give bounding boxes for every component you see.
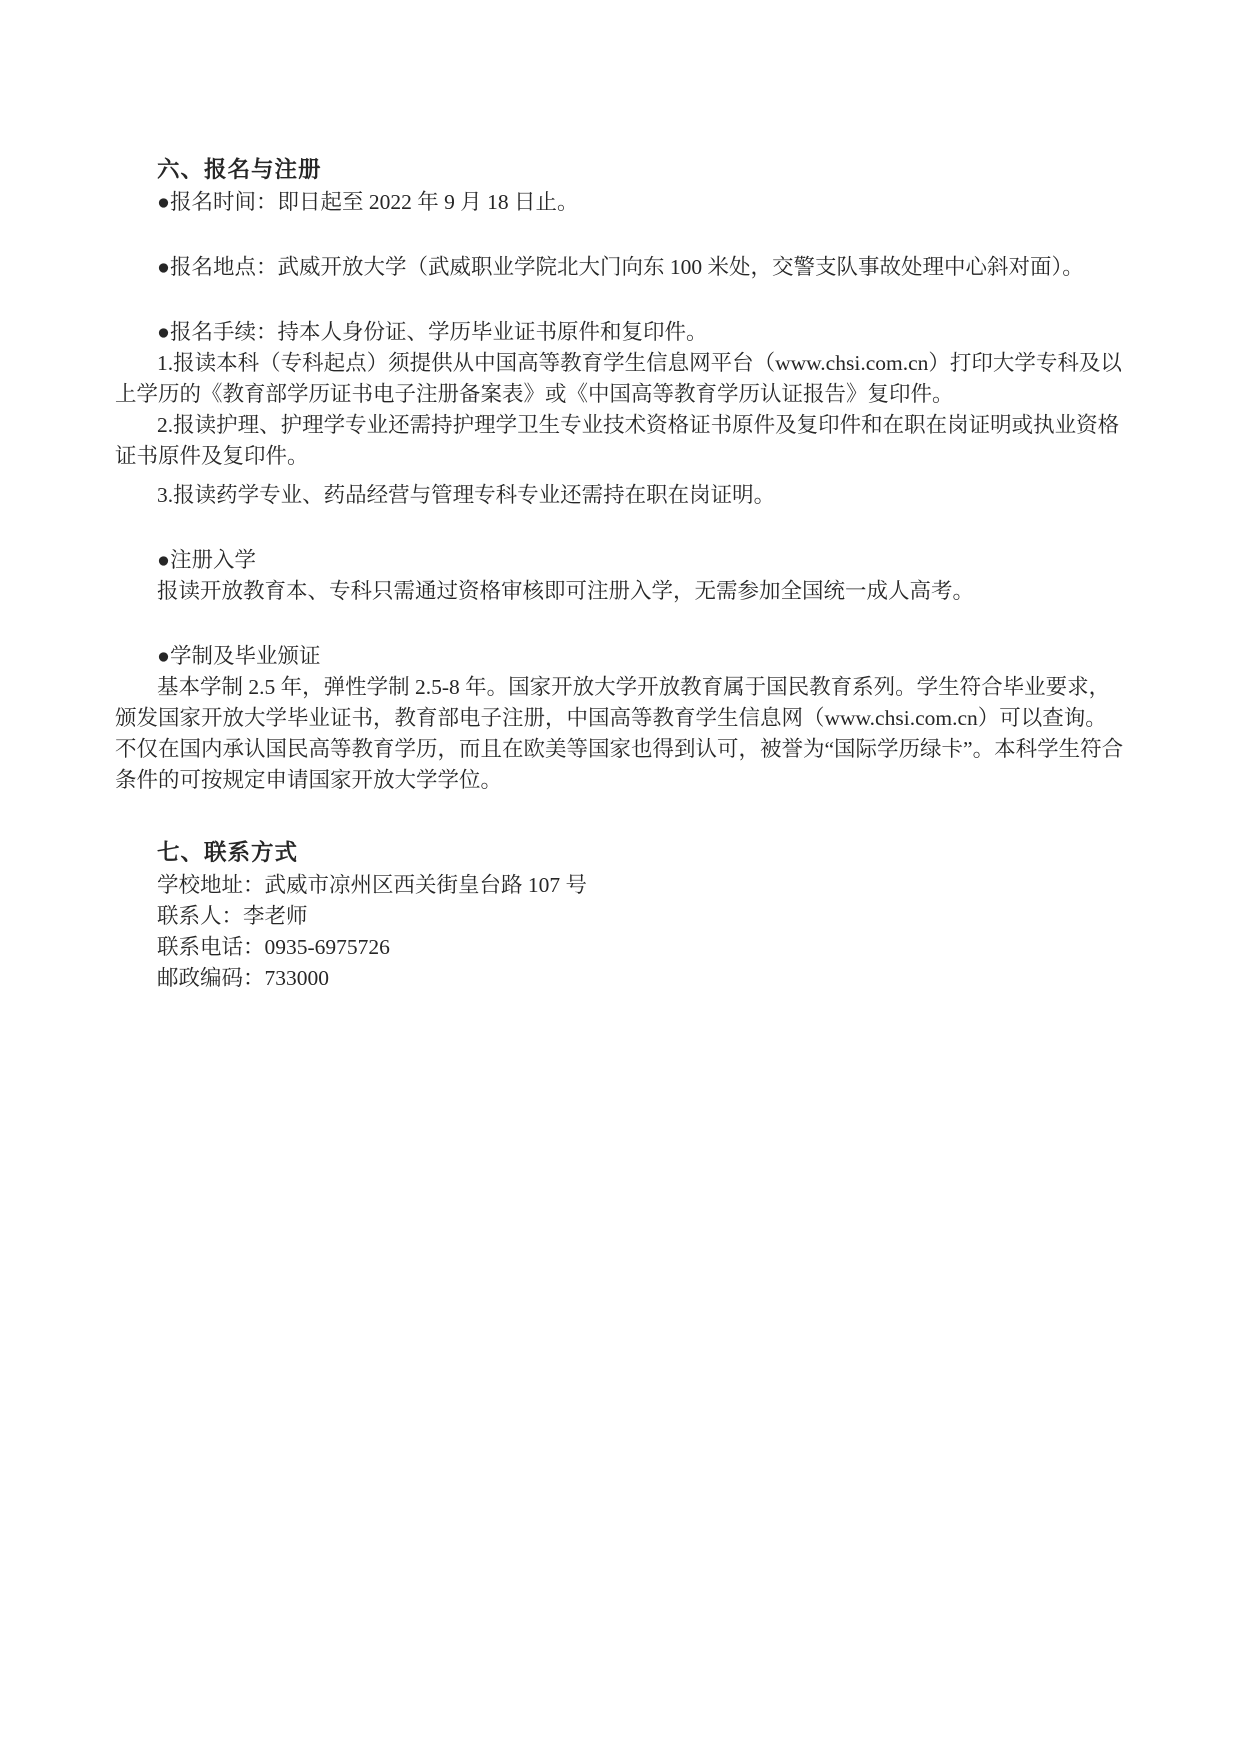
- registration-procedure: ●报名手续：持本人身份证、学历毕业证书原件和复印件。: [157, 320, 708, 344]
- contact-postcode: 邮政编码：733000: [157, 966, 330, 990]
- blank-line: [115, 283, 1145, 317]
- procedure-item-1-line-1: 1.报读本科（专科起点）须提供从中国高等教育学生信息网平台（www.chsi.com.cn）打印大学专科及以: [157, 351, 1122, 375]
- schooling-line-4: 条件的可按规定申请国家开放大学学位。: [115, 768, 503, 792]
- registration-location: ●报名地点：武威开放大学（武威职业学院北大门向东 100 米处，交警支队事故处理中心斜对面）。: [157, 255, 1084, 279]
- blank-line: [115, 796, 1145, 830]
- procedure-item-2-line-1: 2.报读护理、护理学专业还需持护理学卫生专业技术资格证书原件及复印件和在职在岗证明或执业资格: [157, 413, 1120, 437]
- section-registration: [115, 152, 1145, 830]
- contact-phone: 联系电话：0935-6975726: [157, 935, 390, 959]
- procedure-item-2-line-2: 证书原件及复印件。: [115, 444, 309, 468]
- blank-line: [115, 511, 1145, 545]
- section-contact: [115, 835, 1145, 994]
- registration-time: ●报名时间：即日起至 2022 年 9 月 18 日止。: [157, 190, 579, 214]
- contact-address: 学校地址：武威市凉州区西关街皇台路 107 号: [157, 873, 588, 897]
- contact-person: 联系人：李老师: [157, 904, 308, 928]
- blank-line: [115, 218, 1145, 252]
- registration-section-heading: 六、报名与注册: [157, 157, 322, 182]
- contact-section-heading: 七、联系方式: [157, 840, 299, 865]
- schooling-line-2: 颁发国家开放大学毕业证书，教育部电子注册，中国高等教育学生信息网（www.chsi.com.cn）可以查询。: [115, 706, 1107, 730]
- schooling-line-3: 不仅在国内承认国民高等教育学历，而且在欧美等国家也得到认可，被誉为“国际学历绿卡”。本科学生符合: [115, 737, 1124, 761]
- document-content: [115, 152, 1145, 994]
- blank-line: [115, 607, 1145, 641]
- enrollment-body: 报读开放教育本、专科只需通过资格审核即可注册入学，无需参加全国统一成人高考。: [157, 579, 975, 603]
- procedure-item-1-line-2: 上学历的《教育部学历证书电子注册备案表》或《中国高等教育学历认证报告》复印件。: [115, 382, 954, 406]
- procedure-item-3: 3.报读药学专业、药品经营与管理专科专业还需持在职在岗证明。: [157, 483, 776, 507]
- enrollment-heading: ●注册入学: [157, 548, 256, 572]
- schooling-heading: ●学制及毕业颁证: [157, 644, 321, 668]
- schooling-line-1: 基本学制 2.5 年，弹性学制 2.5-8 年。国家开放大学开放教育属于国民教育系列。学生符合毕业要求，: [157, 675, 1111, 699]
